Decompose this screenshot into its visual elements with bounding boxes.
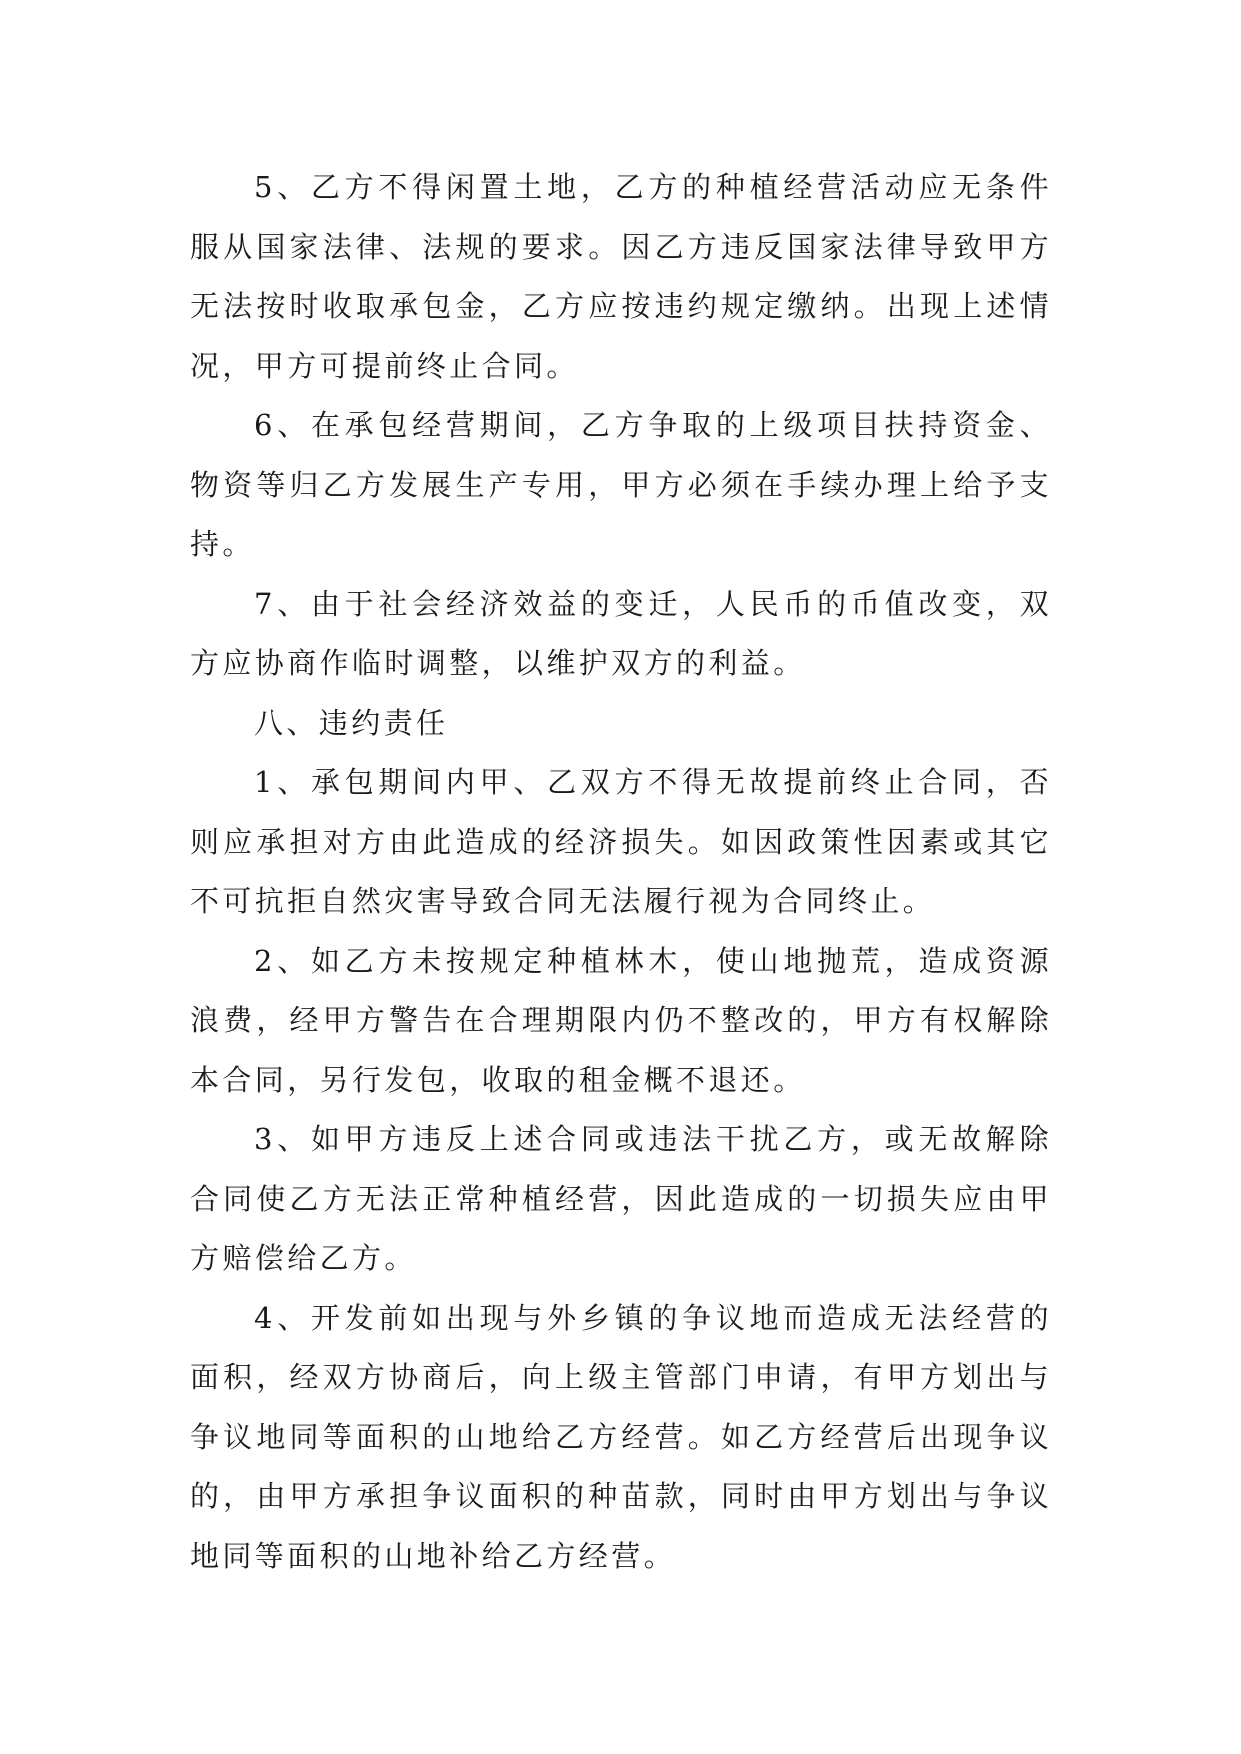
clause-6-paragraph: 6、在承包经营期间，乙方争取的上级项目扶持资金、物资等归乙方发展生产专用，甲方必须在手续办理上给予支持。 xyxy=(190,408,1052,561)
clause-7-paragraph: 7、由于社会经济效益的变迁，人民币的币值改变，双方应协商作临时调整，以维护双方的利益。 xyxy=(190,586,1052,680)
breach-clause-3-paragraph: 3、如甲方违反上述合同或违法干扰乙方，或无故解除合同使乙方无法正常种植经营，因此造成的一切损失应由甲方赔偿给乙方。 xyxy=(190,1122,1052,1275)
clause-5-paragraph: 5、乙方不得闲置土地，乙方的种植经营活动应无条件服从国家法律、法规的要求。因乙方违反国家法律导致甲方无法按时收取承包金，乙方应按违约规定缴纳。出现上述情况，甲方可提前终止合同。 xyxy=(190,170,1052,383)
section-heading-breach-liability: 八、违约责任 xyxy=(254,705,449,740)
breach-clause-1-paragraph: 1、承包期间内甲、乙双方不得无故提前终止合同，否则应承担对方由此造成的经济损失。如因政策性因素或其它不可抗拒自然灾害导致合同无法履行视为合同终止。 xyxy=(190,765,1052,918)
document-page xyxy=(190,158,1052,1586)
breach-clause-2-paragraph: 2、如乙方未按规定种植林木，使山地抛荒，造成资源浪费，经甲方警告在合理期限内仍不整改的，甲方有权解除本合同，另行发包，收取的租金概不退还。 xyxy=(190,943,1052,1097)
breach-clause-4-paragraph: 4、开发前如出现与外乡镇的争议地而造成无法经营的面积，经双方协商后，向上级主管部门申请，有甲方划出与争议地同等面积的山地给乙方经营。如乙方经营后出现争议的，由甲方承担争议面积的种苗款，同时由甲方划出与争议地同等面积的山地补给乙方经营。 xyxy=(190,1300,1052,1573)
